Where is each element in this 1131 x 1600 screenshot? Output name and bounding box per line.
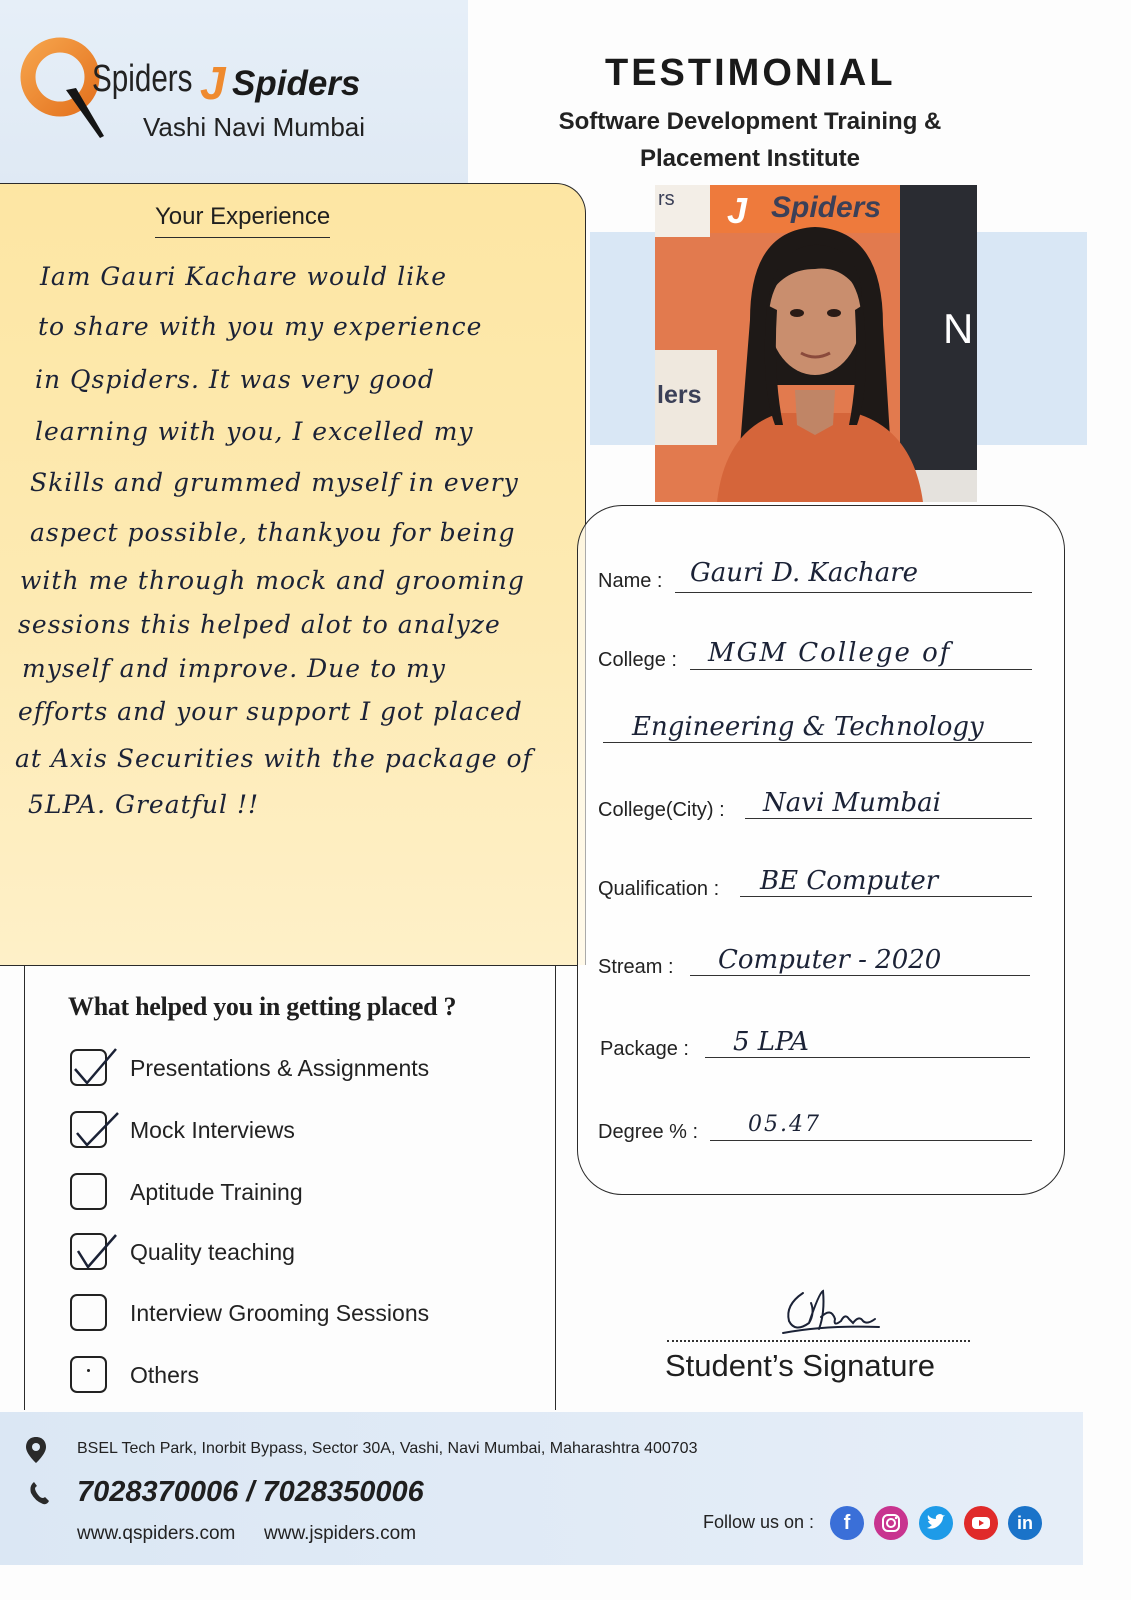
experience-line: myself and improve. Due to my xyxy=(22,654,446,683)
college-city-value: Navi Mumbai xyxy=(763,788,942,818)
youtube-icon[interactable] xyxy=(964,1506,998,1540)
signature-caption: Student’s Signature xyxy=(665,1348,936,1383)
stream-value: Computer - 2020 xyxy=(718,945,942,975)
photo-panel-letter: N xyxy=(943,305,974,352)
jspiders-wordmark: Spiders xyxy=(232,64,361,103)
college-rule-1 xyxy=(690,669,1032,670)
college-city-label: College(City) : xyxy=(598,799,725,821)
option-label: Mock Interviews xyxy=(130,1117,295,1143)
jspiders-j-mark: J xyxy=(200,57,226,109)
package-value: 5 LPA xyxy=(733,1027,809,1057)
college-city-rule xyxy=(745,818,1032,819)
checklist-left-border xyxy=(24,965,25,1410)
experience-line: Skills and grummed myself in every xyxy=(30,468,519,497)
facebook-icon[interactable] xyxy=(830,1506,864,1540)
check-mark-icon xyxy=(70,1045,118,1089)
footer-address: BSEL Tech Park, Inorbit Bypass, Sector 30A, Vashi, Navi Mumbai, Maharashtra 400703 xyxy=(77,1440,698,1457)
checklist-right-border xyxy=(555,965,556,1410)
check-mark-icon xyxy=(70,1107,118,1151)
checklist-heading: What helped you in getting placed ? xyxy=(68,992,457,1021)
website-link-qspiders[interactable]: www.qspiders.com xyxy=(77,1523,236,1544)
student-signature xyxy=(775,1283,885,1341)
experience-line: to share with you my experience xyxy=(38,312,483,341)
option-label: Presentations & Assignments xyxy=(130,1055,430,1081)
subtitle-line-2: Placement Institute xyxy=(639,145,861,172)
photo-sign-brand: Spiders xyxy=(771,191,882,224)
experience-line: in Qspiders. It was very good xyxy=(35,365,435,394)
qualification-rule xyxy=(740,896,1032,897)
checkbox-mock-interviews[interactable] xyxy=(70,1111,107,1148)
stream-label: Stream : xyxy=(598,956,674,978)
website-link-jspiders[interactable]: www.jspiders.com xyxy=(264,1523,417,1544)
degree-rule xyxy=(710,1140,1032,1141)
follow-us-label: Follow us on : xyxy=(703,1512,815,1532)
experience-line: efforts and your support I got placed xyxy=(18,697,523,726)
experience-line: sessions this helped alot to analyze xyxy=(18,610,501,639)
checkbox-aptitude-training[interactable] xyxy=(70,1173,107,1210)
signature-line xyxy=(667,1340,970,1342)
name-rule xyxy=(675,592,1032,593)
check-mark-icon xyxy=(70,1229,118,1273)
degree-value: 05.47 xyxy=(748,1112,821,1137)
experience-line: learning with you, I excelled my xyxy=(35,417,474,446)
phone-icon xyxy=(28,1480,50,1506)
stray-dot xyxy=(87,1369,90,1372)
twitter-icon[interactable] xyxy=(919,1506,953,1540)
qualification-label: Qualification : xyxy=(598,878,720,900)
facebook-glyph: f xyxy=(843,1512,851,1534)
qualification-value: BE Computer xyxy=(760,866,939,896)
college-value-line-1: MGM College of xyxy=(708,638,952,668)
qspiders-wordmark: Spiders xyxy=(92,58,193,100)
checkbox-interview-grooming[interactable] xyxy=(70,1294,107,1331)
package-label: Package : xyxy=(600,1038,689,1060)
experience-line: Iam Gauri Kachare would like xyxy=(40,262,448,291)
page-title: TESTIMONIAL xyxy=(605,52,896,94)
experience-heading: Your Experience xyxy=(155,203,330,238)
name-value: Gauri D. Kachare xyxy=(690,558,919,588)
student-details-card xyxy=(577,505,1065,1195)
checkbox-quality-teaching[interactable] xyxy=(70,1233,107,1270)
checkbox-others[interactable] xyxy=(70,1356,107,1393)
college-value-line-2: Engineering & Technology xyxy=(632,712,984,742)
option-label: Quality teaching xyxy=(130,1239,295,1265)
location-pin-icon xyxy=(24,1436,48,1464)
linkedin-icon[interactable] xyxy=(1008,1506,1042,1540)
option-label: Interview Grooming Sessions xyxy=(130,1300,430,1326)
option-label: Others xyxy=(130,1362,200,1388)
option-label: Aptitude Training xyxy=(130,1179,303,1205)
student-photo xyxy=(655,185,977,502)
photo-sign-text-top: rs xyxy=(658,188,675,210)
experience-line: aspect possible, thankyou for being xyxy=(30,518,516,547)
college-label: College : xyxy=(598,649,677,671)
experience-line: 5LPA. Greatful !! xyxy=(28,790,260,819)
stream-rule xyxy=(690,975,1030,976)
subtitle-line-1: Software Development Training & xyxy=(558,108,942,135)
branch-location: Vashi Navi Mumbai xyxy=(143,112,366,142)
instagram-icon[interactable] xyxy=(874,1506,908,1540)
package-rule xyxy=(705,1057,1030,1058)
college-rule-2 xyxy=(603,742,1032,743)
experience-line: at Axis Securities with the package of xyxy=(15,744,533,773)
degree-label: Degree % : xyxy=(598,1121,699,1143)
photo-sign-j: J xyxy=(727,190,748,231)
photo-sign-text-bottom: lers xyxy=(657,381,702,409)
footer-phone-numbers: 7028370006 / 7028350006 xyxy=(77,1476,424,1508)
checklist-top-border xyxy=(0,965,577,966)
name-label: Name : xyxy=(598,570,663,592)
experience-line: with me through mock and grooming xyxy=(20,566,525,595)
checkbox-presentations[interactable] xyxy=(70,1049,107,1086)
linkedin-glyph: in xyxy=(1017,1513,1033,1533)
